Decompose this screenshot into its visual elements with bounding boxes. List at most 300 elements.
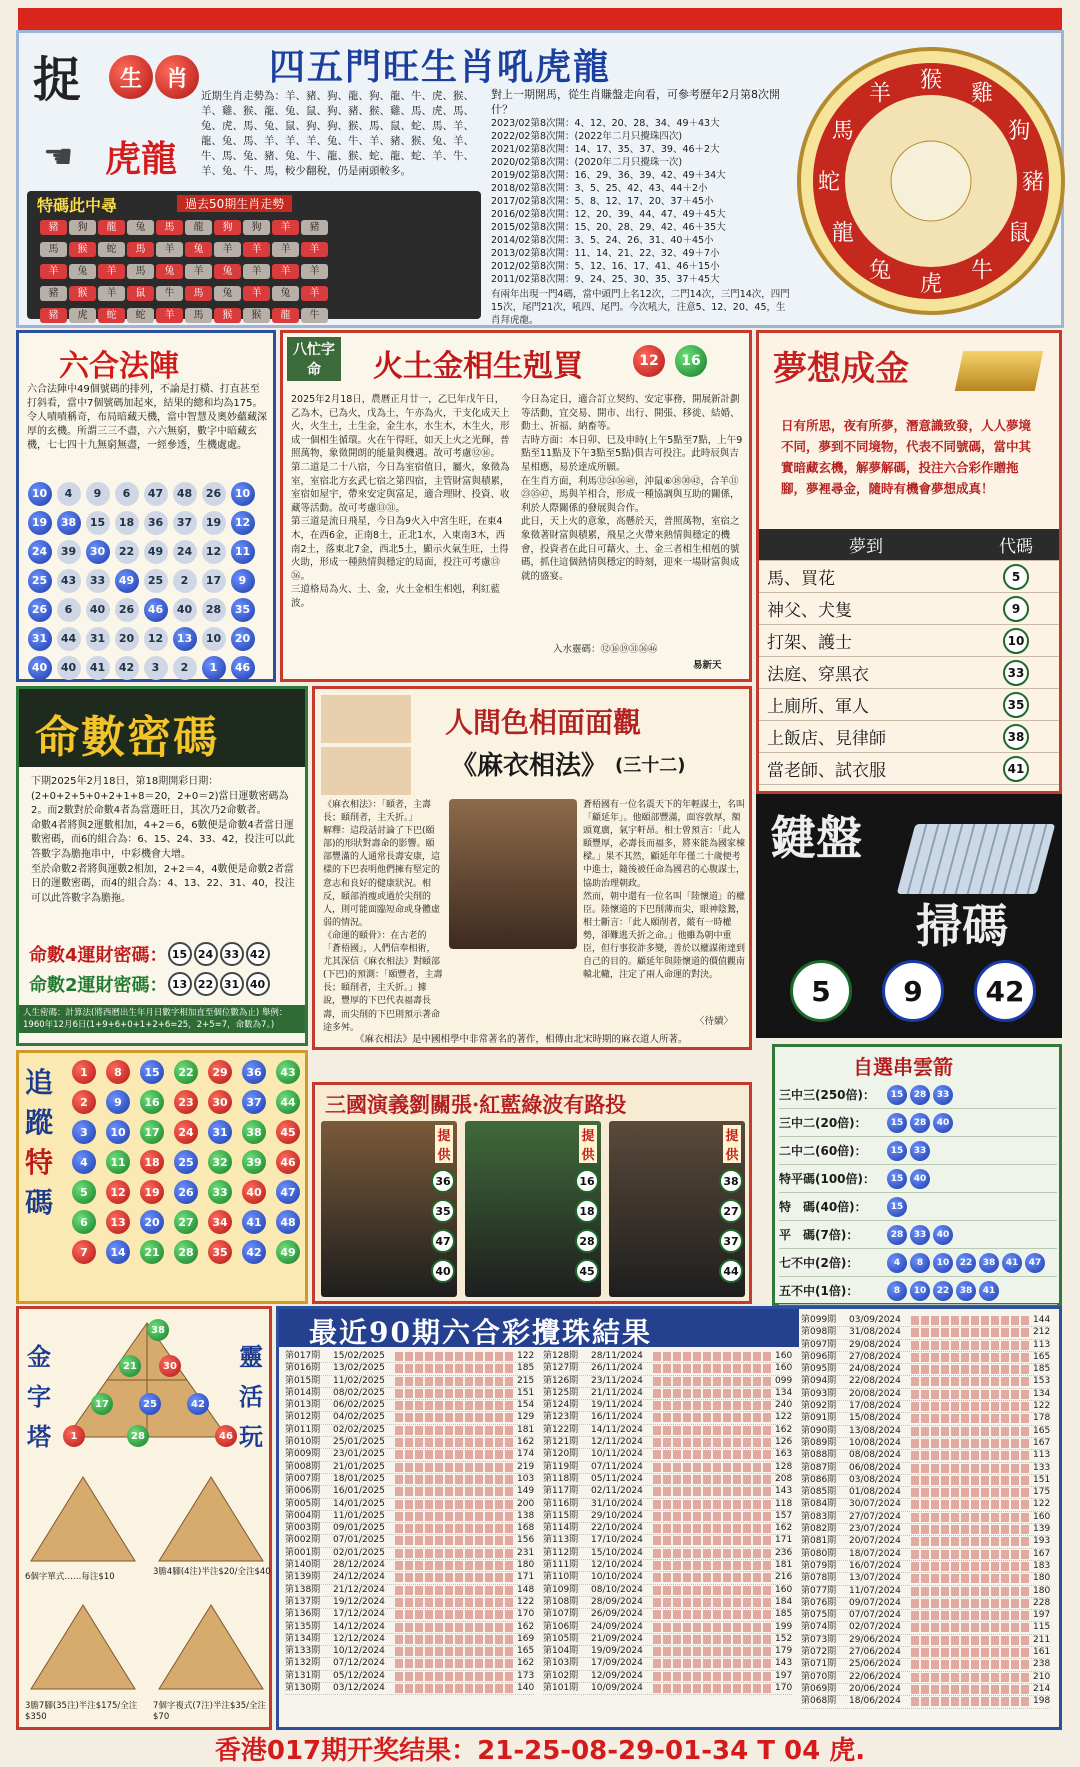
result-sum: 160 <box>775 1363 793 1374</box>
trend-row <box>39 281 469 303</box>
result-period: 第099期 <box>801 1315 837 1325</box>
history-intro: 對上一期開馬，從生肖賺盤走向看，可參考歷年2月第8次開什？ <box>491 88 780 116</box>
pyramid-ball: 17 <box>91 1393 113 1415</box>
sanguo-ball: 45 <box>575 1259 599 1283</box>
liuhe-cell <box>170 508 199 537</box>
result-date: 11/02/2025 <box>333 1375 385 1386</box>
custom-ball: 8 <box>887 1281 907 1301</box>
result-sum: 162 <box>517 1621 535 1632</box>
result-row <box>543 1412 792 1424</box>
result-sum: 174 <box>517 1449 535 1460</box>
result-period: 第096期 <box>801 1351 837 1362</box>
result-period: 第011期 <box>285 1424 321 1435</box>
result-sum: 238 <box>1033 1659 1051 1670</box>
result-balls-strip <box>911 1390 1029 1399</box>
result-date: 01/08/2024 <box>849 1487 901 1498</box>
result-row <box>801 1376 1050 1388</box>
result-period: 第118期 <box>543 1473 579 1484</box>
result-row <box>543 1437 792 1449</box>
result-period: 第068期 <box>801 1696 837 1707</box>
result-date: 11/07/2024 <box>849 1585 901 1596</box>
tracking-ball: 20 <box>140 1210 164 1234</box>
trend-cell: 蛇 <box>98 308 125 323</box>
result-row <box>285 1486 534 1498</box>
result-sum: 170 <box>517 1609 535 1620</box>
liuhe-number: 47 <box>144 482 168 506</box>
dream-row <box>759 689 1059 721</box>
result-date: 27/08/2024 <box>849 1351 901 1362</box>
liuhe-cell <box>199 595 228 624</box>
result-sum: 236 <box>775 1547 793 1558</box>
result-period: 第124期 <box>543 1400 579 1411</box>
result-sum: 180 <box>1033 1585 1051 1596</box>
liuhe-cell <box>199 624 228 653</box>
result-sum: 175 <box>1033 1487 1051 1498</box>
trend-row <box>39 237 469 259</box>
mingshu-line1 <box>29 941 309 967</box>
result-date: 13/02/2025 <box>333 1363 385 1374</box>
trend-cell: 兔 <box>214 264 241 279</box>
trend-cell: 羊 <box>98 264 125 279</box>
liuhe-cell <box>83 595 112 624</box>
result-sum: 170 <box>775 1683 793 1694</box>
sanguo-ball: 44 <box>719 1259 743 1283</box>
trend-cell: 羊 <box>243 286 270 301</box>
result-sum: 099 <box>775 1375 793 1386</box>
result-sum: 185 <box>517 1363 535 1374</box>
trend-cell: 羊 <box>301 242 328 257</box>
custom-rows <box>779 1081 1057 1305</box>
tracking-cell <box>271 1057 305 1087</box>
liuhe-number: 24 <box>28 540 52 564</box>
liuhe-cell <box>228 508 257 537</box>
result-sum: 151 <box>1033 1474 1051 1485</box>
result-period: 第085期 <box>801 1487 837 1498</box>
top-red-bar <box>18 8 1062 30</box>
sanguo-card <box>609 1121 745 1297</box>
face-col1: 《麻衣相法》：「頤者，主壽長；頤削者，主夭折。」 解釋：這段話討論了下巴(頤部)的形狀對壽命的影響。頤部豐滿的人通常長壽安康，這樣的下巴表明他們擁有堅定的意志和良好的健康狀況。相反，頤部消瘦或過於尖削的人，則可能面臨短命或身體虛弱的情況。 《命運的頤骨》：在古老的「蒼梧國」，人們信奉相術，尤其深信《麻衣相法》對頤部(下巴)的預測：「頤豐者，主壽長；頤削者，主夭折。」據說，豐厚的下巴代表福壽長壽，而尖削的下巴則預示著命途多舛。 <box>323 800 443 1033</box>
result-balls-strip <box>653 1549 771 1558</box>
result-period: 第127期 <box>543 1363 579 1374</box>
pyramid-ball: 42 <box>187 1393 209 1415</box>
trend-grid <box>39 215 469 325</box>
tracking-title-char: 追 <box>25 1066 54 1099</box>
result-period: 第132期 <box>285 1658 321 1669</box>
pyramid-title-char: 活 <box>239 1382 263 1411</box>
article-col2: 今日為定日，適合訂立契約、安定事務，開展新計劃等活動，宜交易、開市、出行、開張、移徙、結婚、動土、祈福、納畜等。 吉時方面：本日卯、巳及申時(上午5點至7點，上午9點至11點及下午3點至5點)俱吉可投注。此時辰與吉星相應，易於達成所願。 在生肖方面，利馬⑫㉔㊱㊽，沖鼠⑥⑱㉚㊷，合羊⑪㉓㉟㊼，馬與羊相合，形成一種協調與互助的關係，利於人際關係的發展與合作。 此日，天上火的意象，高懸於天，普照萬物，室宿之象徵著財富與積累，飛星之火帶來熱情與穩定的機會，投資者在此日可藉火、土、金三者相生相剋的號碼，抓住這個熱情與穩定的時刻，迎來一場財富與成就的盛宴。 <box>521 394 743 582</box>
trend-cell: 猴 <box>69 242 96 257</box>
custom-ball: 28 <box>910 1085 930 1105</box>
pyramid-ball: 30 <box>159 1355 181 1377</box>
liuhe-number: 40 <box>173 598 197 622</box>
result-period: 第007期 <box>285 1473 321 1484</box>
custom-ball: 28 <box>910 1113 930 1133</box>
result-date: 07/07/2024 <box>849 1610 901 1621</box>
tracking-ball: 16 <box>140 1090 164 1114</box>
tracking-ball: 24 <box>174 1120 198 1144</box>
result-balls-strip <box>653 1475 771 1484</box>
result-balls-strip <box>395 1659 513 1668</box>
tracking-cell <box>271 1237 305 1267</box>
result-sum: 103 <box>517 1473 535 1484</box>
catch-label: 捉 <box>33 52 82 108</box>
article-title: 火土金相生剋買 <box>373 349 583 384</box>
result-balls-strip <box>395 1549 513 1558</box>
article-author: 易新天 <box>693 660 722 671</box>
result-period: 第138期 <box>285 1584 321 1595</box>
result-row <box>285 1535 534 1547</box>
result-sum: 183 <box>1033 1560 1051 1571</box>
trend-cell: 馬 <box>127 242 154 257</box>
result-sum: 122 <box>517 1596 535 1607</box>
portraits-icon <box>321 695 411 795</box>
result-row <box>801 1598 1050 1610</box>
tracking-cell <box>203 1207 237 1237</box>
liuhe-cell <box>228 479 257 508</box>
result-period: 第115期 <box>543 1510 579 1521</box>
result-balls-strip <box>911 1550 1029 1559</box>
result-sum: 160 <box>775 1584 793 1595</box>
custom-ball: 15 <box>887 1113 907 1133</box>
custom-row <box>779 1221 1057 1249</box>
liuhe-number: 20 <box>231 627 255 651</box>
sanguo-ball: 38 <box>719 1169 743 1193</box>
result-balls-strip <box>395 1401 513 1410</box>
result-sum: 181 <box>775 1560 793 1571</box>
result-period: 第077期 <box>801 1585 837 1596</box>
result-period: 第103期 <box>543 1658 579 1669</box>
result-date: 16/07/2024 <box>849 1560 901 1571</box>
result-date: 07/01/2025 <box>333 1535 385 1546</box>
result-balls-strip <box>911 1476 1029 1485</box>
history-list <box>491 117 791 327</box>
result-date: 11/01/2025 <box>333 1510 385 1521</box>
custom-ball: 41 <box>1002 1253 1022 1273</box>
result-balls-strip <box>395 1463 513 1472</box>
result-sum: 212 <box>1033 1327 1051 1338</box>
custom-ball: 15 <box>887 1197 907 1217</box>
result-balls-strip <box>395 1512 513 1521</box>
result-period: 第078期 <box>801 1573 837 1584</box>
dream-row <box>759 657 1059 689</box>
result-balls-strip <box>911 1464 1029 1473</box>
liuhe-number: 39 <box>57 540 81 564</box>
result-balls-strip <box>911 1599 1029 1608</box>
tracking-cell <box>135 1087 169 1117</box>
result-period: 第002期 <box>285 1535 321 1546</box>
liuhe-cell <box>83 566 112 595</box>
dream-title: 夢想成金 <box>773 349 909 389</box>
result-sum: 181 <box>517 1424 535 1435</box>
tracking-cell <box>135 1207 169 1237</box>
custom-label: 五不中(1倍)： <box>779 1284 859 1298</box>
pyramid-ball: 1 <box>63 1425 85 1447</box>
result-balls-strip <box>911 1636 1029 1645</box>
mingshu-line1-balls <box>168 942 270 966</box>
liuhe-title: 六合法陣 <box>59 349 179 384</box>
trend-cell: 羊 <box>272 220 299 235</box>
result-sum: 115 <box>1033 1622 1051 1633</box>
result-row <box>801 1327 1050 1339</box>
tracking-cell <box>169 1147 203 1177</box>
custom-ball: 15 <box>887 1141 907 1161</box>
trend-cell: 豬 <box>40 308 67 323</box>
liuhe-number: 33 <box>86 569 110 593</box>
result-period: 第140期 <box>285 1560 321 1571</box>
result-sum: 185 <box>1033 1364 1051 1375</box>
liuhe-cell <box>141 653 170 682</box>
sanguo-ball: 28 <box>575 1229 599 1253</box>
dream-code-ball: 9 <box>1003 596 1029 622</box>
history-line: 2016/02第8次開：12、20、39、44、47、49＋45大 <box>491 209 726 220</box>
trend-cell: 兔 <box>156 264 183 279</box>
custom-ball: 33 <box>910 1225 930 1245</box>
tracking-ball: 12 <box>106 1180 130 1204</box>
liuhe-number: 31 <box>28 627 52 651</box>
result-balls-strip <box>395 1610 513 1619</box>
result-balls-strip <box>395 1647 513 1656</box>
result-row <box>543 1683 792 1695</box>
results-column-1 <box>285 1351 534 1695</box>
dream-code-cell <box>973 753 1059 785</box>
trend-cell: 羊 <box>185 264 212 279</box>
tracking-ball: 21 <box>140 1240 164 1264</box>
result-period: 第001期 <box>285 1547 321 1558</box>
result-date: 29/10/2024 <box>591 1510 643 1521</box>
liuhe-number: 37 <box>173 511 197 535</box>
trend-cell: 狗 <box>214 220 241 235</box>
mingshu-line2 <box>29 971 309 997</box>
result-date: 20/08/2024 <box>849 1388 901 1399</box>
result-balls-strip <box>653 1635 771 1644</box>
sanguo-ball: 47 <box>431 1229 455 1253</box>
result-period: 第135期 <box>285 1621 321 1632</box>
result-row <box>285 1499 534 1511</box>
result-period: 第013期 <box>285 1400 321 1411</box>
tracking-ball: 22 <box>174 1060 198 1084</box>
result-sum: 165 <box>1033 1351 1051 1362</box>
tracking-ball: 27 <box>174 1210 198 1234</box>
result-row <box>543 1671 792 1683</box>
result-date: 13/08/2024 <box>849 1425 901 1436</box>
result-row <box>801 1401 1050 1413</box>
dream-text: 日有所思，夜有所夢，潛意識致發，人人夢境不同，夢到不同境物，代表不同號碼，當中其實暗藏玄機，解夢解碼，投注六合彩作贈拖腳，夢裡尋金，隨時有機會夢想成真！ <box>781 418 1032 496</box>
liuhe-number: 1 <box>202 656 226 680</box>
result-date: 23/11/2024 <box>591 1375 643 1386</box>
tracking-ball: 26 <box>174 1180 198 1204</box>
result-row <box>801 1426 1050 1438</box>
liuhe-cell <box>141 508 170 537</box>
result-row <box>285 1388 534 1400</box>
wheel-label: 牛 <box>970 258 994 284</box>
result-date: 12/09/2024 <box>591 1670 643 1681</box>
result-row <box>543 1425 792 1437</box>
result-sum: 144 <box>1033 1315 1051 1325</box>
result-date: 28/09/2024 <box>591 1596 643 1607</box>
trend-row <box>39 303 469 325</box>
result-balls-strip <box>395 1426 513 1435</box>
liuhe-cell <box>141 566 170 595</box>
result-balls-strip <box>911 1414 1029 1423</box>
liuhe-cell <box>141 595 170 624</box>
tracking-row <box>67 1237 305 1267</box>
result-row <box>285 1585 534 1597</box>
result-balls-strip <box>653 1524 771 1533</box>
mingshu-line1-label: 命數4運財密碼： <box>29 945 168 966</box>
custom-select-panel <box>772 1044 1062 1306</box>
result-sum: 156 <box>517 1535 535 1546</box>
result-date: 30/07/2024 <box>849 1499 901 1510</box>
result-row <box>543 1585 792 1597</box>
result-date: 05/11/2024 <box>591 1473 643 1484</box>
tracking-ball: 46 <box>276 1150 300 1174</box>
tracking-ball: 48 <box>276 1210 300 1234</box>
scan-title: 掃碼 <box>916 899 1008 953</box>
wheel-label: 狗 <box>1008 119 1031 144</box>
trend-cell: 羊 <box>214 242 241 257</box>
result-row <box>285 1462 534 1474</box>
result-row <box>285 1658 534 1670</box>
liuhe-cell <box>25 566 54 595</box>
custom-row <box>779 1193 1057 1221</box>
trend-cell: 豬 <box>40 220 67 235</box>
tracking-ball: 37 <box>242 1090 266 1114</box>
tracking-ball: 29 <box>208 1060 232 1084</box>
result-row <box>801 1635 1050 1647</box>
result-sum: 162 <box>517 1658 535 1669</box>
liuhe-cell <box>112 537 141 566</box>
result-balls-strip <box>395 1500 513 1509</box>
result-period: 第101期 <box>543 1683 579 1694</box>
result-period: 第131期 <box>285 1670 321 1681</box>
result-period: 第015期 <box>285 1375 321 1386</box>
trend-cell: 蛇 <box>98 242 125 257</box>
result-date: 03/12/2024 <box>333 1683 385 1694</box>
result-sum: 133 <box>1033 1462 1051 1473</box>
result-balls-strip <box>911 1587 1029 1596</box>
tracking-cell <box>101 1177 135 1207</box>
liuhe-cell <box>83 624 112 653</box>
liuhe-number: 25 <box>28 569 52 593</box>
liuhe-cell <box>83 537 112 566</box>
result-period: 第009期 <box>285 1449 321 1460</box>
result-date: 10/11/2024 <box>591 1449 643 1460</box>
dream-code-cell <box>973 689 1059 721</box>
result-sum: 180 <box>517 1560 535 1571</box>
result-date: 23/07/2024 <box>849 1524 901 1535</box>
dream-row <box>759 721 1059 753</box>
mingshu-line2-balls <box>168 972 270 996</box>
result-balls-strip <box>911 1513 1029 1522</box>
result-sum: 200 <box>517 1498 535 1509</box>
results-panel <box>276 1306 1062 1730</box>
liuhe-cell <box>112 653 141 682</box>
result-sum: 153 <box>1033 1376 1051 1387</box>
liuhe-cell <box>83 479 112 508</box>
tracking-ball: 14 <box>106 1240 130 1264</box>
liuhe-cell <box>54 624 83 653</box>
result-balls-strip <box>911 1488 1029 1497</box>
result-balls-strip <box>653 1401 771 1410</box>
result-row <box>543 1400 792 1412</box>
result-period: 第089期 <box>801 1437 837 1448</box>
pyramid-ball: 25 <box>139 1393 161 1415</box>
liuhe-number: 40 <box>28 656 52 680</box>
result-sum: 148 <box>517 1584 535 1595</box>
trend-cell: 馬 <box>185 286 212 301</box>
result-row <box>801 1364 1050 1376</box>
trend-cell: 馬 <box>127 264 154 279</box>
result-sum: 134 <box>775 1387 793 1398</box>
result-balls-strip <box>395 1536 513 1545</box>
result-sum: 219 <box>517 1461 535 1472</box>
result-sum: 161 <box>1033 1647 1051 1658</box>
results-column-2 <box>543 1351 792 1695</box>
result-period: 第072期 <box>801 1647 837 1658</box>
liuhe-grid <box>25 479 257 682</box>
tracking-cell <box>237 1147 271 1177</box>
result-row <box>543 1560 792 1572</box>
liuhe-number: 2 <box>173 656 197 680</box>
result-date: 20/07/2024 <box>849 1536 901 1547</box>
dream-header: 夢到 <box>759 529 973 561</box>
result-sum: 215 <box>517 1375 535 1386</box>
result-period: 第106期 <box>543 1621 579 1632</box>
tracking-cell <box>135 1147 169 1177</box>
tracking-cell <box>101 1207 135 1237</box>
result-balls-strip <box>911 1685 1029 1694</box>
custom-ball: 4 <box>887 1253 907 1273</box>
liuhe-panel <box>16 330 276 682</box>
result-date: 20/06/2024 <box>849 1683 901 1694</box>
article-tag: 八忙字命 <box>287 337 341 381</box>
result-balls-strip <box>395 1450 513 1459</box>
custom-ball: 15 <box>887 1085 907 1105</box>
result-sum: 211 <box>1033 1634 1051 1645</box>
result-date: 21/11/2024 <box>591 1387 643 1398</box>
result-balls-strip <box>653 1413 771 1422</box>
liuhe-cell <box>25 537 54 566</box>
custom-label: 二中二(60倍)： <box>779 1144 867 1158</box>
result-period: 第121期 <box>543 1437 579 1448</box>
face-title: 人間色相面面觀 <box>445 706 642 739</box>
history-line: 2019/02第8次開：16、29、36、39、42、49＋34大 <box>491 170 726 181</box>
liuhe-cell <box>112 566 141 595</box>
sanguo-card <box>465 1121 601 1297</box>
liuhe-number: 48 <box>173 482 197 506</box>
tracking-ball: 7 <box>72 1240 96 1264</box>
liuhe-row <box>25 624 257 653</box>
pyramid-ball: 28 <box>127 1425 149 1447</box>
result-sum: 122 <box>1033 1401 1051 1412</box>
liuhe-cell <box>25 508 54 537</box>
mingshu-ball: 15 <box>168 942 192 966</box>
custom-row <box>779 1081 1057 1109</box>
gold-bars-icon <box>955 351 1044 391</box>
mingshu-ball: 22 <box>194 972 218 996</box>
pyramid-title-char: 靈 <box>239 1342 263 1371</box>
tracking-cell <box>135 1117 169 1147</box>
result-sum: 157 <box>775 1510 793 1521</box>
trend-cell: 羊 <box>301 264 328 279</box>
liuhe-cell <box>54 537 83 566</box>
result-period: 第082期 <box>801 1524 837 1535</box>
custom-ball: 22 <box>933 1281 953 1301</box>
result-row <box>543 1622 792 1634</box>
result-row <box>801 1413 1050 1425</box>
tracking-cell <box>67 1177 101 1207</box>
liuhe-cell <box>199 653 228 682</box>
